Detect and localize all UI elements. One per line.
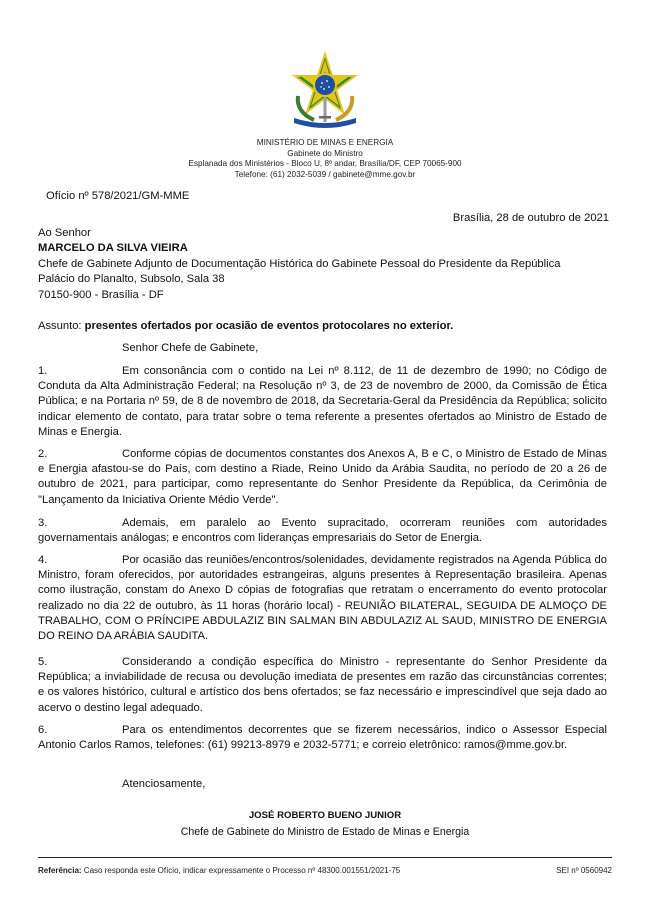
office-name: Gabinete do Ministro [287,148,363,158]
paragraph-number: 6. [38,724,48,736]
signatory-title: Chefe de Gabinete do Ministro de Estado de Minas e Energia [180,826,470,838]
recipient-location: Palácio do Planalto, Subsolo, Sala 38 [38,273,225,286]
subject-line [38,320,453,332]
closing: Atenciosamente, [122,778,206,790]
paragraph-4 [38,553,607,644]
paragraph-number: 2. [38,448,48,460]
paragraph-6 [38,723,607,753]
recipient-name: MARCELO DA SILVA VIEIRA [38,242,188,255]
paragraph-2 [38,447,607,508]
ministry-name: MINISTÉRIO DE MINAS E ENERGIA [256,138,394,147]
paragraph-text: Em consonância com o contido na Lei nº 8.112, de 11 de dezembro de 1990; no Código de Conduta da Alta Administração Federal; na Resolução nº 3, de 23 de novembro de 2000, da Comissão de Ética Pública; e na Portaria nº 59, de 8 de novembro de 2018, da Secretaria-Geral da Presidência da República; solicito indicar elemento de contato, para tratar sobre o tema referente a presentes ofertados ao Ministro de Estado de Minas e Energia. [38,365,607,438]
office-contact: Telefone: (61) 2032-5039 / gabinete@mme.gov.br [234,169,416,179]
footer-sei-number: SEI nº 0560942 [556,866,612,875]
paragraph-text: Para os entendimentos decorrentes que se fizerem necessários, indico o Assessor Especial Antonio Carlos Ramos, telefones: (61) 99213-8979 e 2032-5771; e correio eletrônico: ramos@mme.gov.br. [38,724,607,752]
recipient-salutation: Ao Senhor [38,227,91,239]
paragraph-5 [38,655,607,716]
paragraph-text: Conforme cópias de documentos constantes dos Anexos A, B e C, o Ministro de Estado de Minas e Energia afastou-se do País, com destino a Riade, Reino Unido da Arábia Saudita, no período de 20 a 26 de outubro de 2021, para participar, como representante do Senhor Presidente da República, da Cerimônia de "Lançamento da Iniciativa Oriente Médio Verde". [38,448,607,506]
footer-reference [38,866,400,875]
recipient-block [38,226,560,303]
paragraph-number: 4. [38,554,48,566]
signatory-name: JOSÉ ROBERTO BUENO JUNIOR [248,810,402,821]
letterhead [0,138,650,180]
paragraph-text: Ademais, em paralelo ao Evento supracitado, ocorreram reuniões com autoridades governamentais análogas; e encontros com lideranças empresariais do Setor de Energia. [38,517,607,545]
footer-reference-text: Caso responda este Ofício, indicar expressamente o Processo nº 48300.001551/2021-75 [81,866,401,875]
paragraph-number: 5. [38,656,48,668]
paragraph-text: Considerando a condição específica do Ministro - representante do Senhor Presidente da República; a inviabilidade de recusa ou devolução imediata de presentes em razão das circunstâncias correntes; e os valores histórico, cultural e artístico dos bens ofertados; se faz necessário e imprescindível que seja dado ao acervo o destino legal adequado. [38,656,607,714]
footer-divider [38,857,612,858]
recipient-postal: 70150-900 - Brasília - DF [38,288,164,301]
paragraph-1 [38,364,607,440]
oficio-number: Ofício nº 578/2021/GM-MME [46,190,190,202]
document-date: Brasília, 28 de outubro de 2021 [452,212,609,224]
brazil-coat-of-arms-emblem [288,52,362,128]
subject-text: presentes ofertados por ocasião de eventos protocolares no exterior. [84,320,454,332]
greeting: Senhor Chefe de Gabinete, [122,342,259,354]
paragraph-text: Por ocasião das reuniões/encontros/solenidades, devidamente registrados na Agenda Pública do Ministro, foram oferecidos, por autoridades estrangeiras, alguns presentes à Representação brasileira. Apenas como ilustração, constam do Anexo D cópias de fotografias que retratam o encerramento do evento protocolar realizado no dia 22 de outubro, às 11 horas (horário local) - REUNIÃO BILATERAL, SEGUIDA DE ALMOÇO DE TRABALHO, COM O PRÍNCIPE ABDULAZIZ BIN SALMAN BIN ABDULAZIZ AL SAUD, MINISTRO DE ENERGIA DO REINO DA ARÁBIA SAUDITA. [38,554,607,643]
footer-reference-label: Referência: [38,866,82,875]
recipient-role: Chefe de Gabinete Adjunto de Documentação Histórica do Gabinete Pessoal do Presidente da República [38,257,561,270]
subject-label: Assunto: [38,320,85,332]
paragraph-number: 3. [38,517,48,529]
paragraph-number: 1. [38,365,48,377]
office-address: Esplanada dos Ministérios - Bloco U, 8º andar, Brasília/DF, CEP 70065-900 [188,159,462,169]
paragraph-3 [38,516,607,546]
